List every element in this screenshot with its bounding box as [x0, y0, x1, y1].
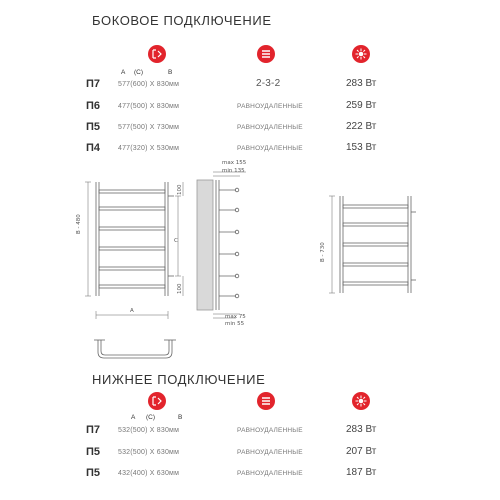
model-label: П4	[86, 142, 101, 154]
connection-value: РАВНОУДАЛЕННЫЕ	[237, 103, 303, 110]
side-view	[197, 172, 246, 318]
power-icon	[352, 392, 370, 410]
model-label: П7	[86, 424, 101, 436]
bottom-view	[94, 340, 176, 358]
size-value: 477(320) X 530мм	[118, 145, 180, 152]
top-gap-label: 100	[177, 184, 183, 195]
bottom-connection-title: НИЖНЕЕ ПОДКЛЮЧЕНИЕ	[92, 372, 266, 387]
table-row	[0, 446, 500, 460]
dimensions-icon	[148, 392, 166, 410]
col-c-label: (C)	[134, 69, 144, 76]
connection-value: 2-3-2	[256, 78, 281, 89]
size-value: 577(500) X 730мм	[118, 124, 180, 131]
bottom-gap-label: 100	[177, 283, 183, 294]
c-dimension-label: C	[174, 238, 178, 244]
min-55-label: min 55	[225, 321, 245, 327]
col-a-label: A	[121, 69, 126, 76]
col-b-label: B	[168, 69, 173, 76]
connection-icon	[257, 392, 275, 410]
side-connection-title: БОКОВОЕ ПОДКЛЮЧЕНИЕ	[92, 13, 272, 28]
table-row	[0, 467, 500, 481]
connection-value: РАВНОУДАЛЕННЫЕ	[237, 427, 303, 434]
size-value: 432(400) X 630мм	[118, 470, 180, 477]
power-value: 222 Вт	[346, 121, 377, 132]
model-label: П5	[86, 121, 101, 133]
front-width-label: A	[130, 308, 134, 314]
min-135-label: min 135	[222, 168, 245, 174]
power-value: 283 Вт	[346, 424, 377, 435]
col-a-label: A	[131, 414, 136, 421]
connection-value: РАВНОУДАЛЕННЫЕ	[237, 449, 303, 456]
model-label: П6	[86, 100, 101, 112]
col-c-label: (C)	[146, 414, 156, 421]
connection-value: РАВНОУДАЛЕННЫЕ	[237, 470, 303, 477]
model-label: П7	[86, 78, 101, 90]
right-view	[329, 196, 416, 293]
size-value: 577(600) X 830мм	[118, 81, 180, 88]
power-value: 187 Вт	[346, 467, 377, 478]
right-height-label: B - 730	[320, 242, 326, 262]
power-value: 207 Вт	[346, 446, 377, 457]
size-value: 532(500) X 830мм	[118, 427, 180, 434]
connection-value: РАВНОУДАЛЕННЫЕ	[237, 145, 303, 152]
col-b-label: B	[178, 414, 183, 421]
power-value: 283 Вт	[346, 78, 377, 89]
connection-value: РАВНОУДАЛЕННЫЕ	[237, 124, 303, 131]
front-height-label: B - 480	[76, 214, 82, 234]
size-value: 532(500) X 630мм	[118, 449, 180, 456]
power-value: 153 Вт	[346, 142, 377, 153]
model-label: П5	[86, 467, 101, 479]
front-view	[85, 182, 183, 319]
max-75-label: max 75	[225, 314, 246, 320]
power-value: 259 Вт	[346, 100, 377, 111]
size-value: 477(500) X 830мм	[118, 103, 180, 110]
table-row	[0, 424, 500, 438]
max-155-label: max 155	[222, 160, 247, 166]
model-label: П5	[86, 446, 101, 458]
